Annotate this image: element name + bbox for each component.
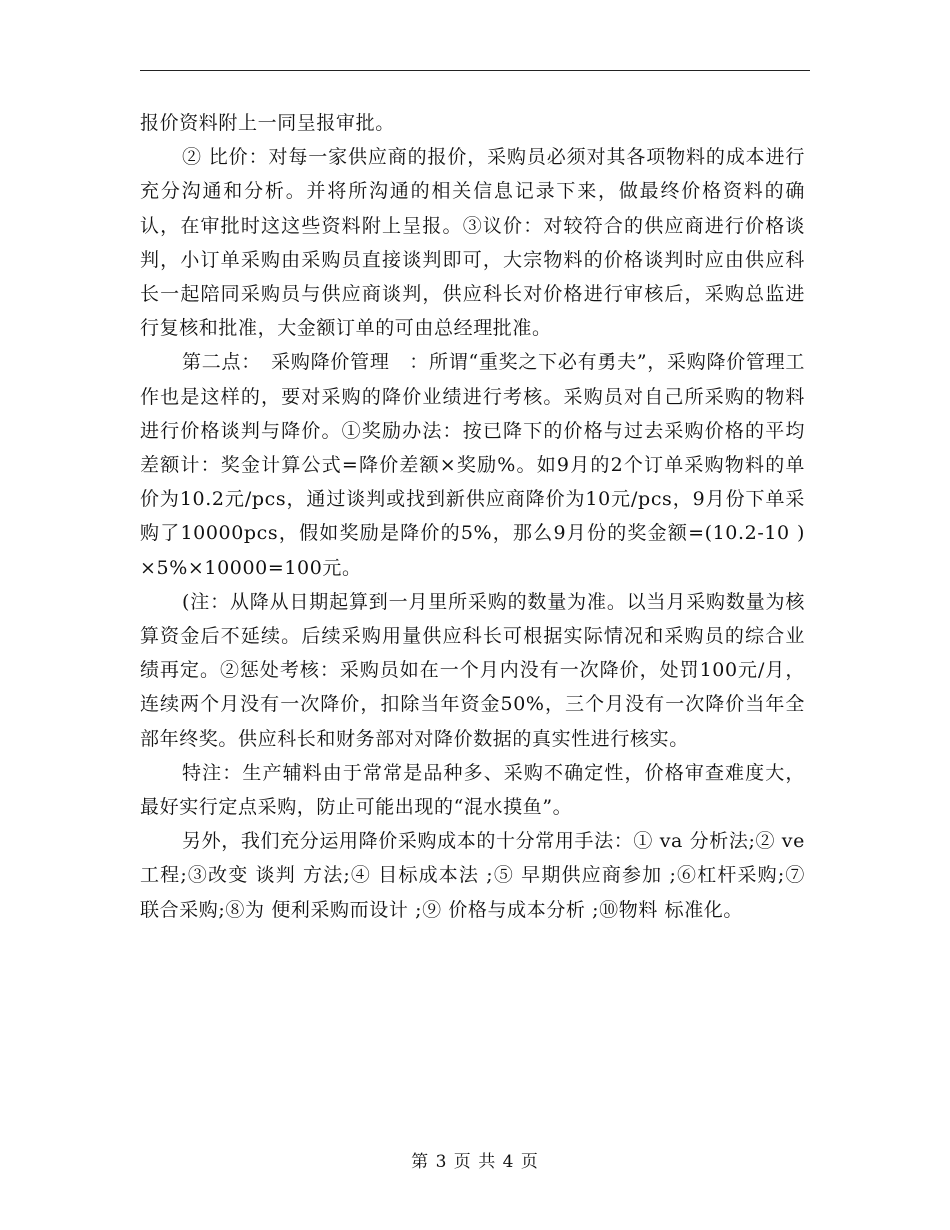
header-rule — [140, 70, 810, 71]
page-number-footer: 第 3 页 共 4 页 — [411, 1152, 539, 1172]
paragraph-price-comparison: ② 比价：对每一家供应商的报价，采购员必须对其各项物料的成本进行充分沟通和分析。并将所沟通的相关信息记录下来，做最终价格资料的确认，在审批时这这些资料附上呈报。③议价：对较符合的供应商进行价格谈判，小订单采购由采购员直接谈判即可，大宗物料的价格谈判时应由供应科长一起陪同采购员与供应商谈判，供应科长对价格进行审核后，采购总监进行复核和批准，大金额订单的可由总经理批准。 — [140, 146, 805, 340]
paragraph-continuation: 报价资料附上一同呈报审批。 — [140, 112, 395, 134]
paragraph-price-reduction-management: 第二点： 采购降价管理 ：所谓“重奖之下必有勇夫”，采购降价管理工作也是这样的，要对采购的降价业绩进行考核。采购员对自己所采购的物料进行价格谈判与降价。①奖励办法：按已降下的价格与过去采购价格的平均差额计：奖金计算公式=降价差额×奖励%。如9月的2个订单采购物料的单价为10.2元/pcs，通过谈判或找到新供应商降价为10元/pcs，9月份下单采购了10000pcs，假如奖励是降价的5%，那么9月份的奖金额=(10.2-10 ) ×5%×10000=100元。 — [140, 351, 805, 579]
paragraph-cost-methods: 另外，我们充分运用降价采购成本的十分常用手法：① va 分析法;② ve 工程;③改变 谈判 方法;④ 目标成本法 ;⑤ 早期供应商参加 ;⑥杠杆采购;⑦ 联合采购;⑧为 便利采购而设计 ;⑨ 价格与成本分析 ;⑩物料 标准化。 — [140, 830, 805, 921]
paragraph-special-note: 特注：生产辅料由于常常是品种多、采购不确定性，价格审查难度大，最好实行定点采购，防止可能出现的“混水摸鱼”。 — [140, 761, 805, 819]
document-body — [140, 106, 805, 927]
paragraph-note: (注：从降从日期起算到一月里所采购的数量为准。以当月采购数量为核算资金后不延续。后续采购用量供应科长可根据实际情况和采购员的综合业绩再定。②惩处考核：采购员如在一个月内没有一次降价，处罚100元/月，连续两个月没有一次降价，扣除当年资金50%，三个月没有一次降价当年全部年终奖。供应科长和财务部对对降价数据的真实性进行核实。 — [140, 590, 805, 750]
